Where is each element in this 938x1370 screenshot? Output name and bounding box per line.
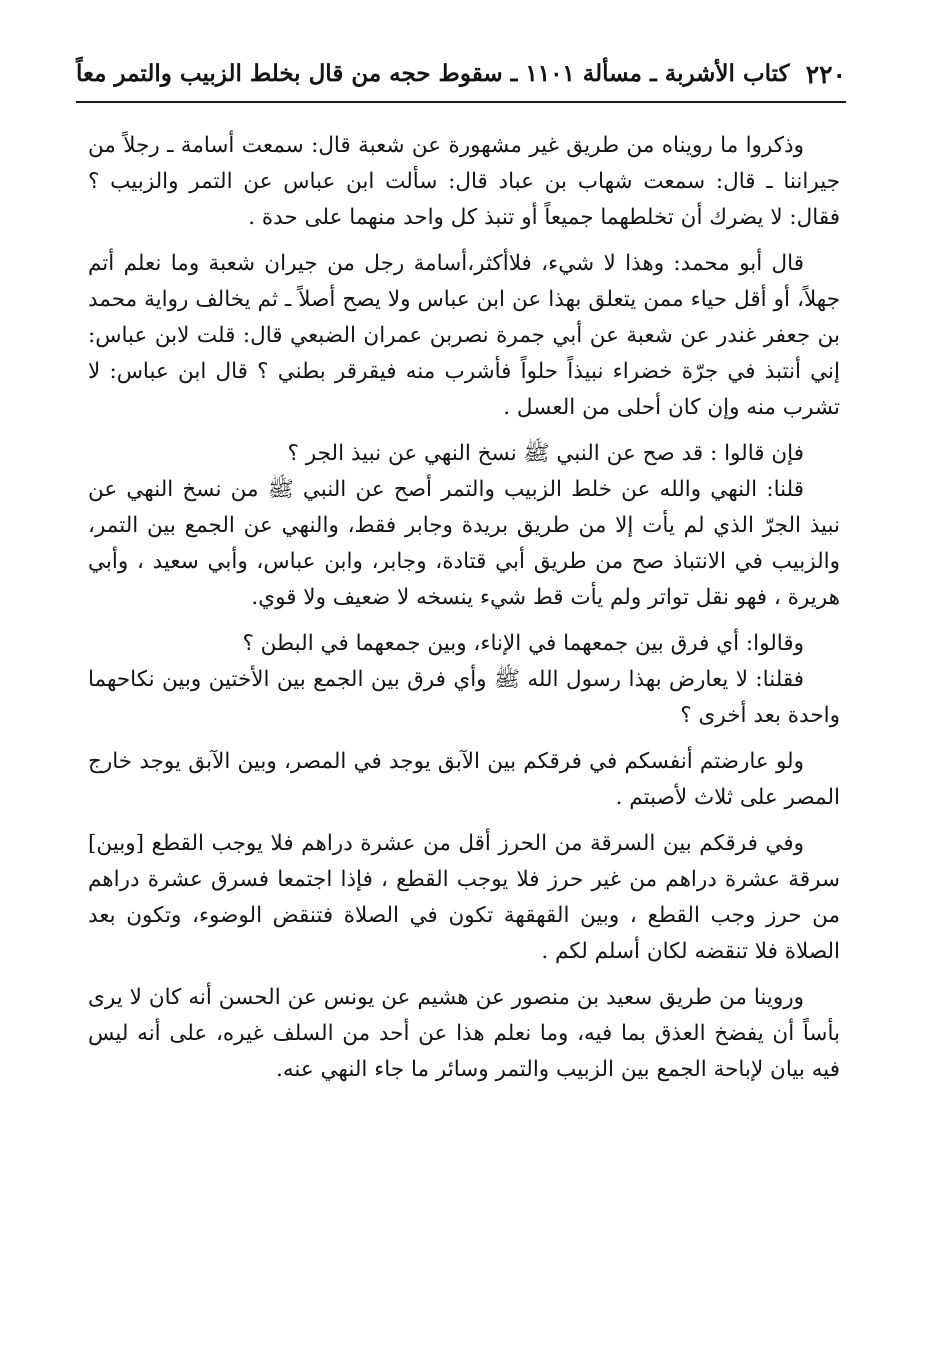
body-text bbox=[88, 128, 840, 1098]
paragraph-2: قال أبو محمد: وهذا لا شيء، فلاأكثر،أسامة رجل من جيران شعبة وما نعلم أتم جهلاً، أو أقل حياء ممن يتعلق بهذا عن ابن عباس ولا يصح أصلاً ـ ثم يخالف رواية محمد بن جعفر غندر عن شعبة عن أبي جمرة نصربن عمران الضبعي قال: قلت لابن عباس: إني أنتبذ في جرّة خضراء نبيذاً حلواً فأشرب منه فيقرقر بطني ؟ قال ابن عباس: لا تشرب منه وإن كان أحلى من العسل . bbox=[88, 251, 840, 420]
page-number: ٢٢٠ bbox=[805, 60, 846, 89]
running-title: كتاب الأشربة ـ مسألة ١١٠١ ـ سقوط حجه من قال بخلط الزبيب والتمر معاً bbox=[76, 60, 790, 87]
paragraph-9: وروينا من طريق سعيد بن منصور عن هشيم عن يونس عن الحسن أنه كان لا يرى بأساً أن يفضخ العذق بما فيه، وما نعلم هذا عن أحد من السلف غيره، على أنه ليس فيه بيان لإباحة الجمع بين الزبيب والتمر وسائر ما جاء النهي عنه. bbox=[88, 985, 840, 1082]
paragraph-5: وقالوا: أي فرق بين جمعهما في الإناء، وبين جمعهما في البطن ؟ bbox=[242, 631, 804, 656]
paragraph-3: فإن قالوا : قد صح عن النبي ﷺ نسخ النهي عن نبيذ الجر ؟ bbox=[287, 441, 804, 466]
paragraph-8: وفي فرقكم بين السرقة من الحرز أقل من عشرة دراهم فلا يوجب القطع [وبين] سرقة عشرة دراهم من غير حرز فلا يوجب القطع ، فإذا اجتمعا فسرق عشرة دراهم من حرز وجب القطع ، وبين القهقهة تكون في الصلاة فتنقض الوضوء، وتكون بعد الصلاة فلا تنقضه لكان أسلم لكم . bbox=[88, 831, 840, 964]
page-header bbox=[76, 56, 846, 96]
paragraph-7: ولو عارضتم أنفسكم في فرقكم بين الآبق يوجد في المصر، وبين الآبق يوجد خارج المصر على ثلاث لأصبتم . bbox=[88, 749, 840, 810]
paragraph-6: فقلنا: لا يعارض بهذا رسول الله ﷺ وأي فرق بين الجمع بين الأختين وبين نكاحهما واحدة بعد أخرى ؟ bbox=[88, 667, 840, 728]
header-divider bbox=[76, 101, 846, 103]
paragraph-1: وذكروا ما رويناه من طريق غير مشهورة عن شعبة قال: سمعت أسامة ـ رجلاً من جيراننا ـ قال: سمعت شهاب بن عباد قال: سألت ابن عباس عن التمر والزبيب ؟ فقال: لا يضرك أن تخلطهما جميعاً أو تنبذ كل واحد منهما على حدة . bbox=[88, 133, 840, 230]
paragraph-4: قلنا: النهي والله عن خلط الزبيب والتمر أصح عن النبي ﷺ من نسخ النهي عن نبيذ الجرّ الذي لم يأت إلا من طريق بريدة وجابر فقط، والنهي عن الجمع بين التمر، والزبيب في الانتباذ صح من طريق أبي قتادة، وجابر، وابن عباس، وأبي سعيد ، وأبي هريرة ، فهو نقل تواتر ولم يأت قط شيء ينسخه لا ضعيف ولا قوي. bbox=[88, 477, 840, 610]
